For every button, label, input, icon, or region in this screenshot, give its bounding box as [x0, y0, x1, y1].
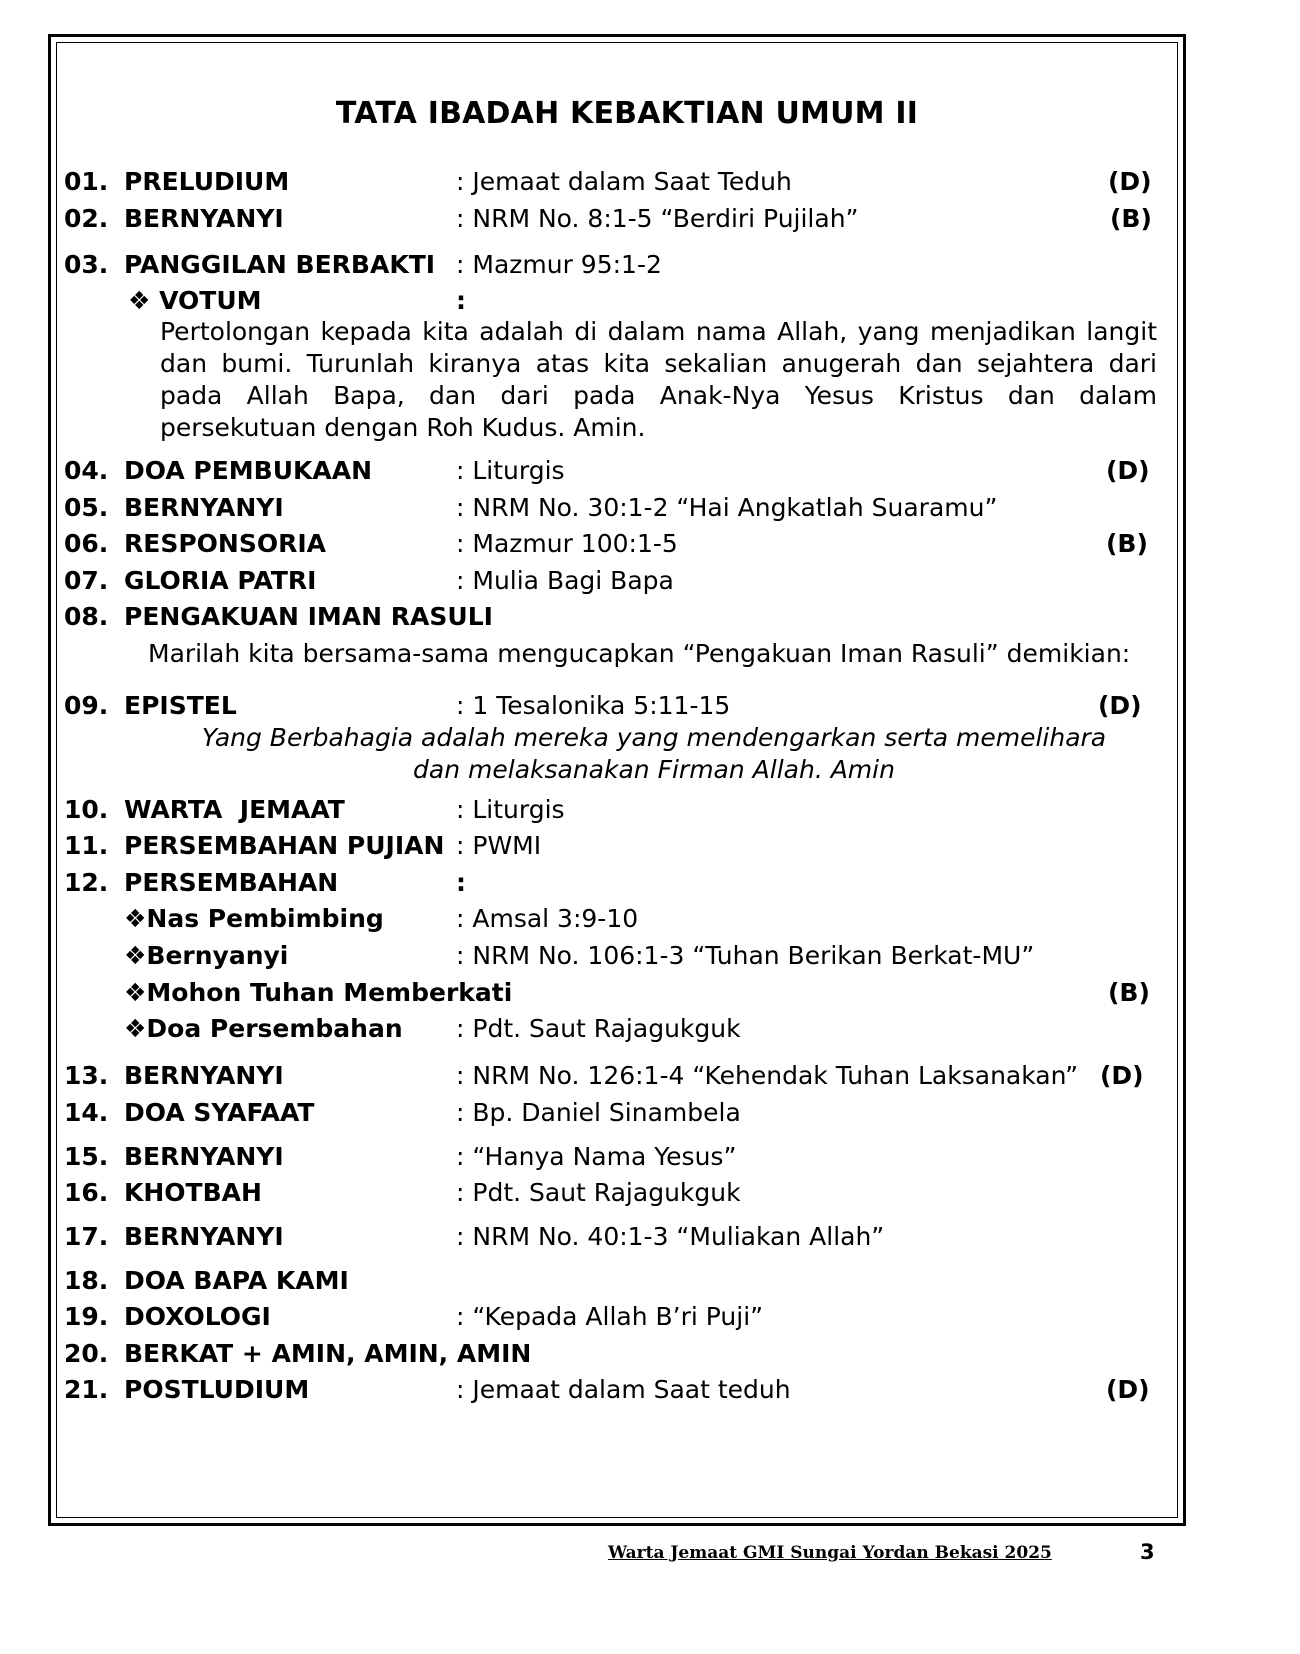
item-value: : — [456, 868, 466, 897]
item-code: (B) — [1106, 529, 1148, 558]
item-number: 03. — [64, 250, 109, 279]
item-code: (D) — [1098, 691, 1142, 720]
item-number: 04. — [64, 456, 109, 485]
liturgy-item — [0, 203, 1254, 235]
liturgy-item — [0, 1301, 1254, 1333]
footer-publication: Warta Jemaat GMI Sungai Yordan Bekasi 2025 — [608, 1543, 1052, 1563]
item-number: 08. — [64, 602, 109, 631]
item-label: PRELUDIUM — [124, 167, 290, 196]
persembahan-sub-item — [0, 977, 1254, 1009]
item-code: (D) — [1106, 456, 1150, 485]
item-label: EPISTEL — [124, 691, 237, 720]
liturgy-item — [0, 249, 1254, 281]
item-number: 11. — [64, 831, 109, 860]
item-value: : Bp. Daniel Sinambela — [456, 1098, 741, 1127]
item-number: 16. — [64, 1178, 109, 1207]
item-number: 13. — [64, 1061, 109, 1090]
votum-text: Pertolongan kepada kita adalah di dalam nama Allah, yang menjadikan langit dan bumi. Turunlah kiranya atas kita sekalian anugerah dan sejahtera dari pada Allah Bapa, dan dari pada Anak-Nya Yesus Kristus dan dalam persekutuan dengan Roh Kudus. Amin. — [160, 317, 1157, 442]
sub-item-value: : NRM No. 106:1-3 “Tuhan Berikan Berkat-MU” — [456, 941, 1035, 970]
item-value: : 1 Tesalonika 5:11-15 — [456, 691, 731, 720]
liturgy-item — [0, 1177, 1254, 1209]
sub-item-label: ❖Mohon Tuhan Memberkati — [124, 978, 513, 1007]
item-label: BERNYANYI — [124, 1222, 284, 1251]
liturgy-item — [0, 1060, 1254, 1092]
item-number: 15. — [64, 1142, 109, 1171]
item-number: 19. — [64, 1302, 109, 1331]
item-label: RESPONSORIA — [124, 529, 326, 558]
item-code: (D) — [1106, 1375, 1150, 1404]
item-value: : NRM No. 126:1-4 “Kehendak Tuhan Laksanakan” — [456, 1061, 1079, 1090]
sub-item-label: ❖Doa Persembahan — [124, 1014, 403, 1043]
item-number: 10. — [64, 795, 109, 824]
liturgy-item — [0, 455, 1254, 487]
item-value: : NRM No. 40:1-3 “Muliakan Allah” — [456, 1222, 885, 1251]
sub-item-code: (B) — [1108, 978, 1150, 1007]
item-number: 14. — [64, 1098, 109, 1127]
item-value: : NRM No. 8:1-5 “Berdiri Pujilah” — [456, 204, 859, 233]
item-label: BERNYANYI — [124, 1061, 284, 1090]
item-label: BERKAT + AMIN, AMIN, AMIN — [124, 1339, 532, 1368]
liturgy-item — [0, 601, 1254, 633]
item-number: 07. — [64, 566, 109, 595]
votum-colon: : — [456, 286, 466, 315]
item-value: : NRM No. 30:1-2 “Hai Angkatlah Suaramu” — [456, 493, 998, 522]
item-label: BERNYANYI — [124, 493, 284, 522]
item-number: 02. — [64, 204, 109, 233]
item-number: 06. — [64, 529, 109, 558]
votum-label: ❖ VOTUM — [128, 286, 262, 315]
item-label: DOA PEMBUKAAN — [124, 456, 373, 485]
item-label: DOA SYAFAAT — [124, 1098, 315, 1127]
item-label: PERSEMBAHAN — [124, 868, 339, 897]
item-label: DOXOLOGI — [124, 1302, 271, 1331]
liturgy-item — [0, 1338, 1254, 1370]
item-label: BERNYANYI — [124, 1142, 284, 1171]
item-number: 09. — [64, 691, 109, 720]
page-title: TATA IBADAH KEBAKTIAN UMUM II — [335, 96, 919, 131]
liturgy-item — [0, 1097, 1254, 1129]
item-label: DOA BAPA KAMI — [124, 1266, 349, 1295]
item-value: : Pdt. Saut Rajagukguk — [456, 1178, 741, 1207]
item-label: PERSEMBAHAN PUJIAN — [124, 831, 445, 860]
item-label: BERNYANYI — [124, 204, 284, 233]
liturgy-item — [0, 867, 1254, 899]
item-value: : Mulia Bagi Bapa — [456, 566, 674, 595]
item-label: WARTA JEMAAT — [124, 795, 345, 824]
item-label: GLORIA PATRI — [124, 566, 317, 595]
epistel-response-line: dan melaksanakan Firman Allah. Amin — [413, 755, 895, 784]
liturgy-item — [0, 1141, 1254, 1173]
item-number: 17. — [64, 1222, 109, 1251]
item-number: 21. — [64, 1375, 109, 1404]
item-number: 05. — [64, 493, 109, 522]
item-code: (D) — [1108, 167, 1152, 196]
item-label: PANGGILAN BERBAKTI — [124, 250, 436, 279]
liturgy-item — [0, 528, 1254, 560]
item-value: : Jemaat dalam Saat Teduh — [456, 167, 792, 196]
votum-row — [0, 285, 1254, 317]
item-label: POSTLUDIUM — [124, 1375, 310, 1404]
item-value: : Jemaat dalam Saat teduh — [456, 1375, 791, 1404]
item-value: : Mazmur 100:1-5 — [456, 529, 678, 558]
item-value: : Mazmur 95:1-2 — [456, 250, 662, 279]
item-number: 20. — [64, 1339, 109, 1368]
item-code: (D) — [1100, 1061, 1144, 1090]
item-value: : “Hanya Nama Yesus” — [456, 1142, 737, 1171]
sub-item-value: : Pdt. Saut Rajagukguk — [456, 1014, 741, 1043]
persembahan-sub-item — [0, 1013, 1254, 1045]
sub-item-value: : Amsal 3:9-10 — [456, 904, 639, 933]
sub-item-label: ❖Nas Pembimbing — [124, 904, 384, 933]
persembahan-sub-item — [0, 940, 1254, 972]
epistel-response-line: Yang Berbahagia adalah mereka yang mendengarkan serta memelihara — [201, 723, 1107, 752]
item-code: (B) — [1110, 204, 1152, 233]
liturgy-item — [0, 690, 1254, 722]
liturgy-item — [0, 1221, 1254, 1253]
item-value: : PWMI — [456, 831, 542, 860]
liturgy-item — [0, 492, 1254, 524]
persembahan-sub-item — [0, 903, 1254, 935]
liturgy-item — [0, 1265, 1254, 1297]
item-label: PENGAKUAN IMAN RASULI — [124, 602, 493, 631]
item-number: 18. — [64, 1266, 109, 1295]
item-value: : Liturgis — [456, 456, 565, 485]
sub-item-label: ❖Bernyanyi — [124, 941, 289, 970]
item-value: : Liturgis — [456, 795, 565, 824]
liturgy-item — [0, 794, 1254, 826]
item-number: 12. — [64, 868, 109, 897]
page-number: 3 — [1140, 1540, 1155, 1564]
liturgy-item — [0, 830, 1254, 862]
pengakuan-note: Marilah kita bersama-sama mengucapkan “Pengakuan Iman Rasuli” demikian: — [148, 639, 1131, 668]
item-label: KHOTBAH — [124, 1178, 262, 1207]
liturgy-item — [0, 1374, 1254, 1406]
item-number: 01. — [64, 167, 109, 196]
liturgy-item — [0, 565, 1254, 597]
item-value: : “Kepada Allah B’ri Puji” — [456, 1302, 764, 1331]
liturgy-item — [0, 166, 1254, 198]
